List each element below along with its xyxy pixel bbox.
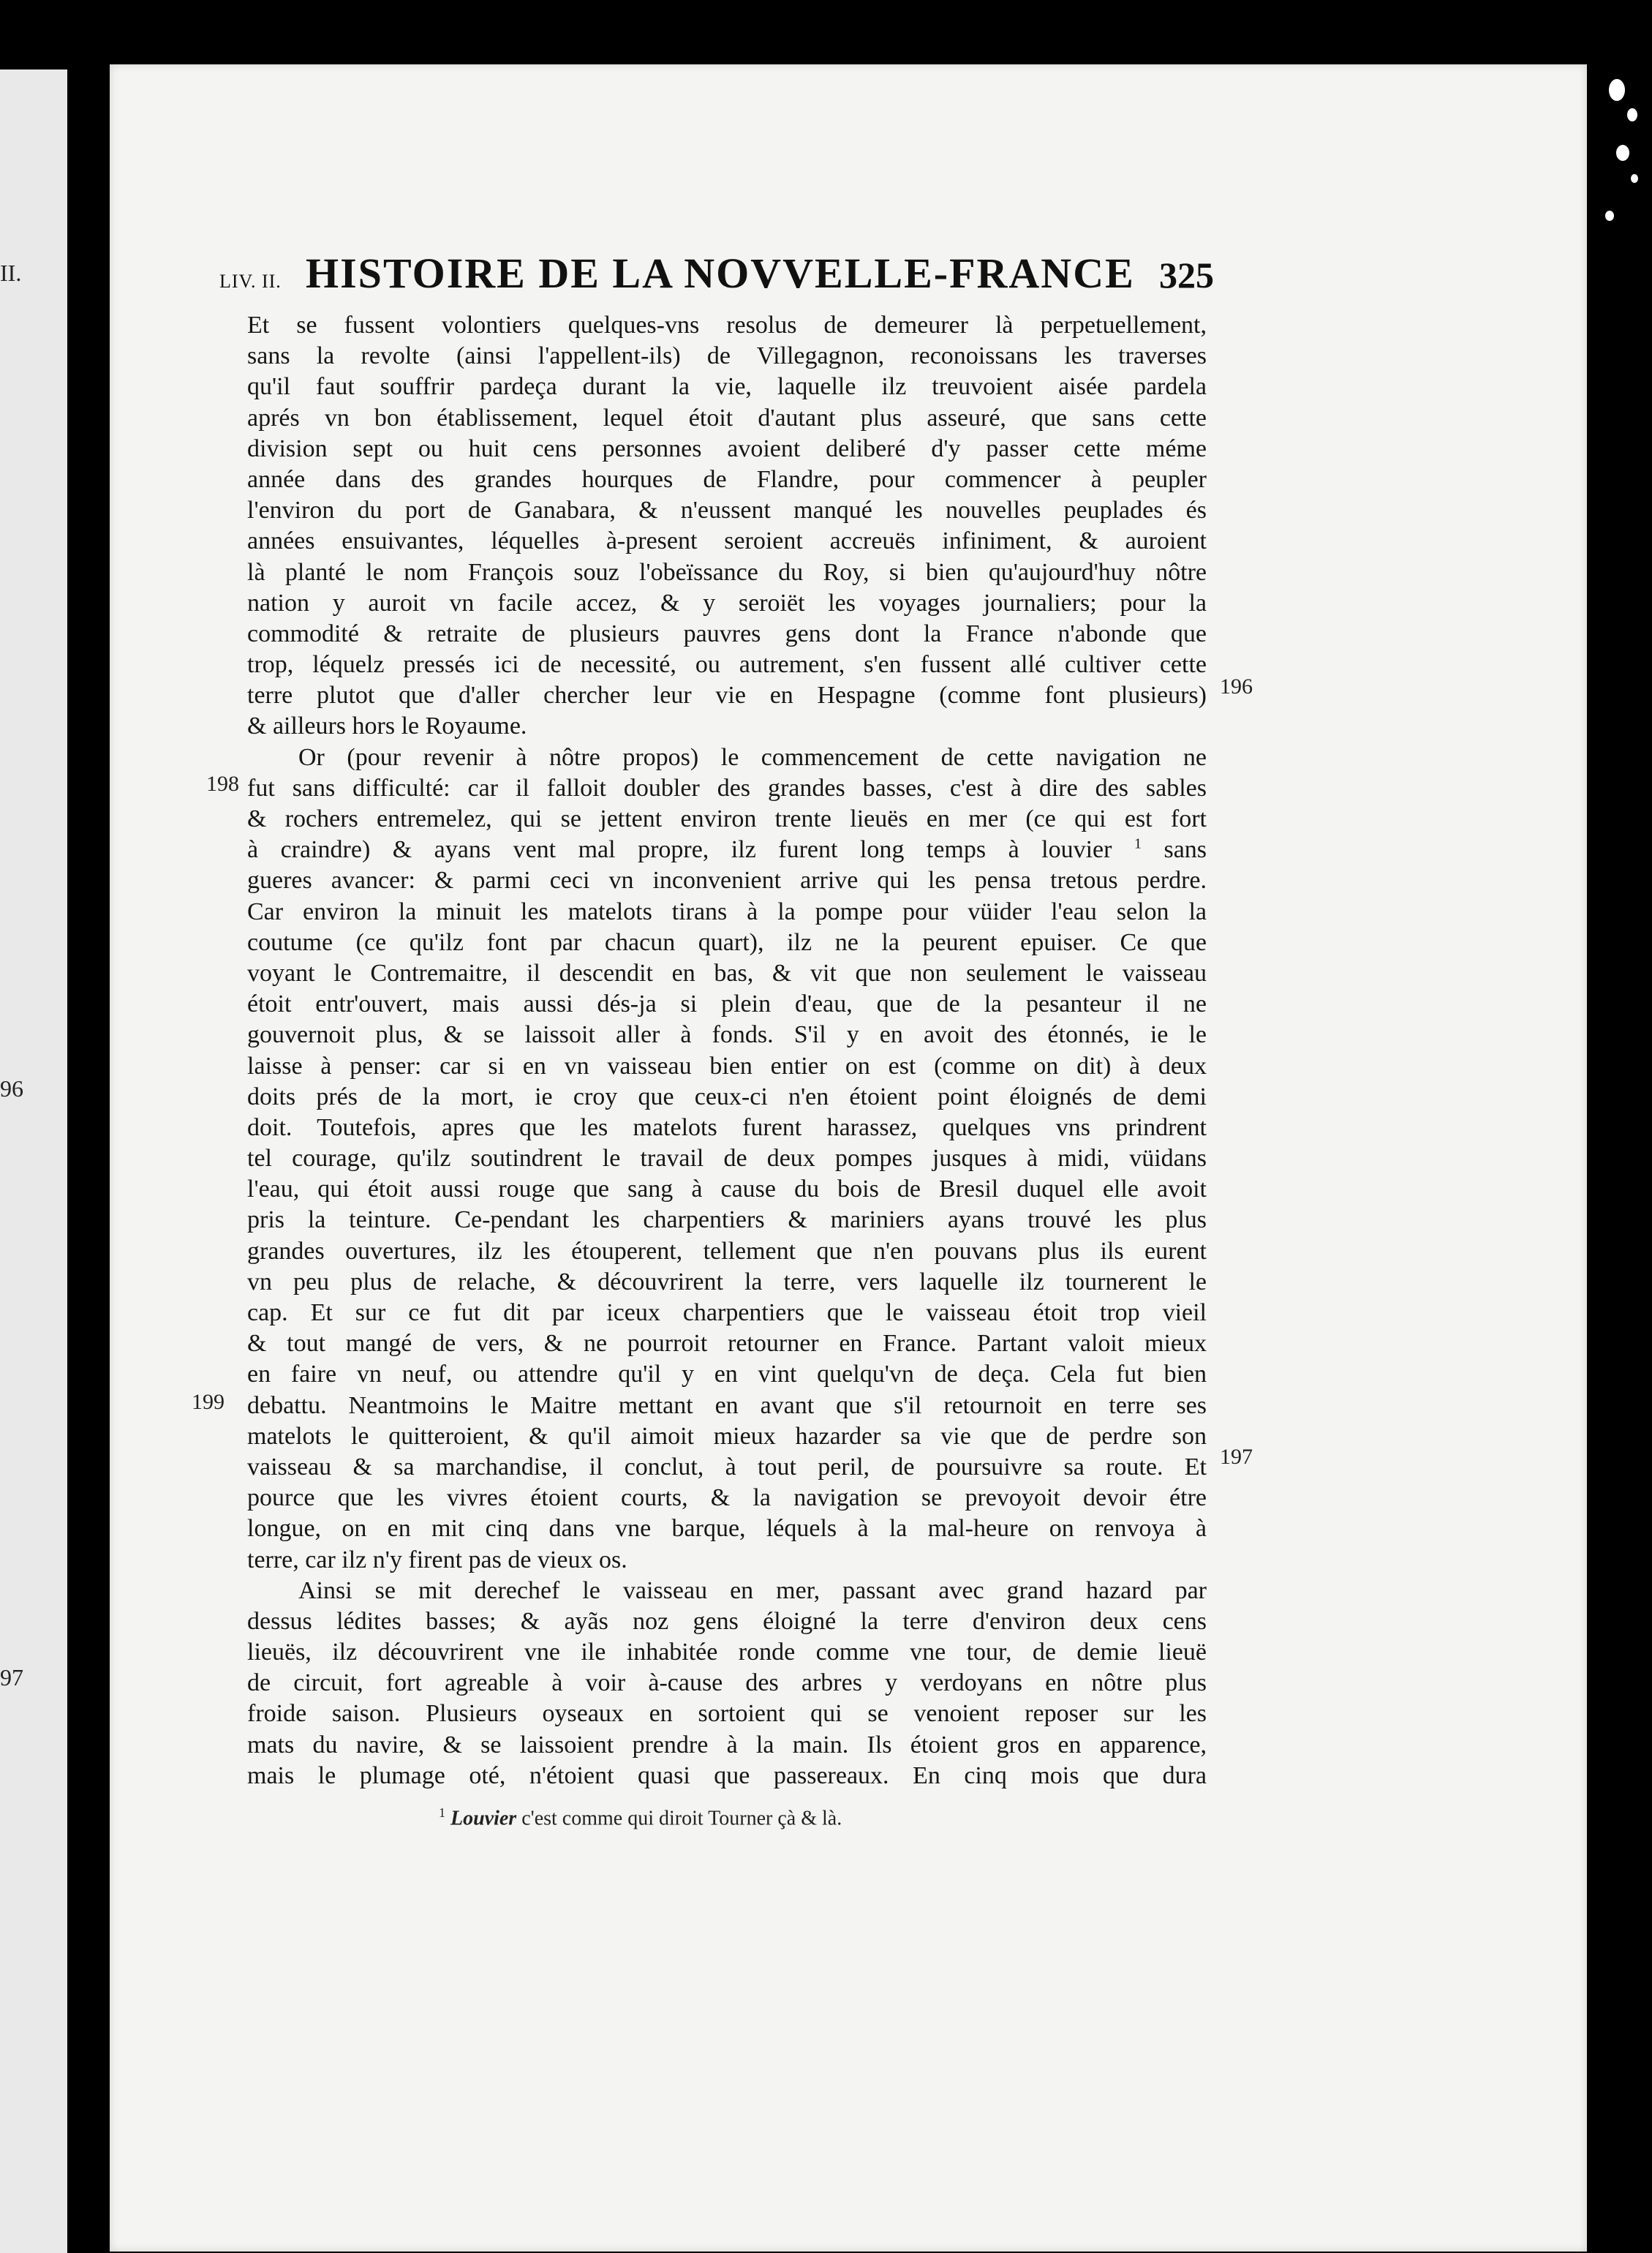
text-line: & tout mangé de vers, & ne pourroit retourner en France. Partant valoit mieux bbox=[247, 1330, 1207, 1358]
text-line: aprés vn bon établissement, lequel étoit d'autant plus asseuré, que sans cette bbox=[247, 404, 1207, 432]
text-segment: sans bbox=[1163, 836, 1207, 864]
text-line: tel courage, qu'ilz soutindrent le travail de deux pompes jusques à midi, vüidans bbox=[247, 1145, 1207, 1173]
book-label: LIV. II. bbox=[219, 271, 282, 292]
previous-page-edge bbox=[0, 69, 67, 2253]
text-line: division sept ou huit cens personnes avoient deliberé d'y passer cette méme bbox=[247, 435, 1207, 462]
prev-page-margin-text: II. bbox=[0, 260, 22, 286]
margin-page-ref: 197 bbox=[1220, 1445, 1253, 1469]
text-line: nation y auroit vn facile accez, & y seroiët les voyages journaliers; pour la bbox=[247, 589, 1207, 617]
text-line: en faire vn neuf, ou attendre qu'il y en vint quelqu'vn de deça. Cela fut bien bbox=[247, 1361, 1207, 1388]
text-line: de circuit, fort agreable à voir à-cause des arbres y verdoyans en nôtre plus bbox=[247, 1669, 1207, 1697]
text-line: debattu. Neantmoins le Maitre mettant en avant que s'il retournoit en terre ses bbox=[247, 1391, 1207, 1419]
page-edge bbox=[1587, 64, 1652, 2252]
text-line: étoit entr'ouvert, mais aussi dés-ja si plein d'eau, que de la pesanteur il ne bbox=[247, 990, 1207, 1018]
text-line: qu'il faut souffrir pardeça durant la vie, laquelle ilz treuvoient aisée pardela bbox=[247, 373, 1207, 401]
text-line: vn peu plus de relache, & découvrirent la terre, vers laquelle ilz tournerent le bbox=[247, 1268, 1207, 1295]
margin-page-ref: 198 bbox=[206, 772, 239, 796]
text-line: longue, on en mit cinq dans vne barque, léquels à la mal-heure on renvoya à bbox=[247, 1515, 1207, 1543]
body-text bbox=[247, 310, 1207, 1791]
text-line: trop, léquelz pressés ici de necessité, ou autrement, s'en fussent allé cultiver cette bbox=[247, 651, 1207, 679]
text-line: sans la revolte (ainsi l'appellent-ils) de Villegagnon, reconoissans les traverses bbox=[247, 342, 1207, 370]
text-line: & rochers entremelez, qui se jettent environ trente lieuës en mer (ce qui est fort bbox=[247, 805, 1207, 832]
text-line: doits prés de la mort, ie croy que ceux-ci n'en étoient point éloignés de demi bbox=[247, 1083, 1207, 1110]
text-line: grandes ouvertures, ilz les étouperent, tellement que n'en pouvans plus ils eurent bbox=[247, 1237, 1207, 1265]
text-line: pource que les vivres étoient courts, & la navigation se prevoyoit devoir étre bbox=[247, 1484, 1207, 1512]
text-line: lieuës, ilz découvrirent vne ile inhabitée ronde comme vne tour, de demie lieuë bbox=[247, 1639, 1207, 1666]
text-line: & ailleurs hors le Royaume. bbox=[247, 712, 527, 740]
text-line: Et se fussent volontiers quelques-vns resolus de demeurer là perpetuellement, bbox=[247, 312, 1207, 339]
text-line: terre plutot que d'aller chercher leur vie en Hespagne (comme font plusieurs) bbox=[247, 682, 1207, 710]
text-line: laisse à penser: car si en vn vaisseau bien entier on est (comme on dit) à deux bbox=[247, 1052, 1207, 1080]
footnote-reference: 1 bbox=[1134, 835, 1142, 852]
footnote-term: Louvier bbox=[450, 1807, 517, 1830]
text-line-with-footnote bbox=[247, 835, 1207, 865]
text-line: mais le plumage oté, n'étoient quasi que passereaux. En cinq mois que dura bbox=[247, 1761, 1207, 1789]
prev-page-margin-number: 97 bbox=[0, 1664, 23, 1690]
text-line: années ensuivantes, léquelles à-present seroient accreuës infiniment, & auroient bbox=[247, 527, 1207, 555]
text-segment: à craindre) & ayans vent mal propre, ilz furent long temps à louvier bbox=[247, 836, 1112, 864]
text-line: matelots le quitteroient, & qu'il aimoit mieux hazarder sa vie que de perdre son bbox=[247, 1422, 1207, 1450]
text-line: commodité & retraite de plusieurs pauvres gens dont la France n'abonde que bbox=[247, 620, 1207, 647]
text-line: Ainsi se mit derechef le vaisseau en mer, passant avec grand hazard par bbox=[298, 1576, 1207, 1604]
footnote-text: c'est comme qui diroit Tourner çà & là. bbox=[521, 1807, 842, 1830]
text-line: gueres avancer: & parmi ceci vn inconvenient arrive qui les pensa tretous perdre. bbox=[247, 867, 1207, 895]
text-line: l'eau, qui étoit aussi rouge que sang à cause du bois de Bresil duquel elle avoit bbox=[247, 1176, 1207, 1203]
footnote-number: 1 bbox=[439, 1805, 445, 1820]
text-line: cap. Et sur ce fut dit par iceux charpentiers que le vaisseau étoit trop vieil bbox=[247, 1299, 1207, 1326]
text-line: dessus lédites basses; & ayãs noz gens éloigné la terre d'environ deux cens bbox=[247, 1607, 1207, 1635]
text-line: Car environ la minuit les matelots tirans à la pompe pour vüider l'eau selon la bbox=[247, 898, 1207, 925]
text-line: là planté le nom François souz l'obeïssance du Roy, si bien qu'aujourd'huy nôtre bbox=[247, 558, 1207, 586]
text-line: Or (pour revenir à nôtre propos) le commencement de cette navigation ne bbox=[298, 743, 1207, 771]
text-line: l'environ du port de Ganabara, & n'eussent manqué les nouvelles peuplades és bbox=[247, 497, 1207, 524]
margin-page-ref: 199 bbox=[192, 1390, 225, 1414]
text-line: vaisseau & sa marchandise, il conclut, à tout peril, de poursuivre sa route. Et bbox=[247, 1453, 1207, 1481]
text-line: terre, car ilz n'y firent pas de vieux os. bbox=[247, 1546, 627, 1573]
running-header bbox=[219, 249, 1214, 307]
text-line: gouvernoit plus, & se laissoit aller à fonds. S'il y en avoit des étonnés, ie le bbox=[247, 1021, 1207, 1049]
text-line: voyant le Contremaitre, il descendit en bas, & vit que non seulement le vaisseau bbox=[247, 959, 1207, 987]
page-number: 325 bbox=[1158, 255, 1214, 296]
footnote bbox=[439, 1805, 1097, 1830]
text-line: mats du navire, & se laissoient prendre à la main. Ils étoient gros en apparence, bbox=[247, 1731, 1207, 1759]
text-line: coutume (ce qu'ilz font par chacun quart), ilz ne la peurent epuiser. Ce que bbox=[247, 928, 1207, 956]
prev-page-margin-number: 96 bbox=[0, 1075, 23, 1102]
text-line: froide saison. Plusieurs oyseaux en sortoient qui se venoient reposer sur les bbox=[247, 1700, 1207, 1728]
margin-page-ref: 196 bbox=[1220, 674, 1253, 699]
text-line: pris la teinture. Ce-pendant les charpentiers & mariniers ayans trouvé les plus bbox=[247, 1206, 1207, 1234]
text-line: année dans des grandes hourques de Flandre, pour commencer à peupler bbox=[247, 465, 1207, 493]
text-line: doit. Toutefois, apres que les matelots furent harassez, quelques vns prindrent bbox=[247, 1113, 1207, 1141]
text-line: fut sans difficulté: car il falloit doubler des grandes basses, c'est à dire des sables bbox=[247, 774, 1207, 802]
page-title: HISTOIRE DE LA NOVVELLE-FRANCE bbox=[306, 249, 1135, 297]
